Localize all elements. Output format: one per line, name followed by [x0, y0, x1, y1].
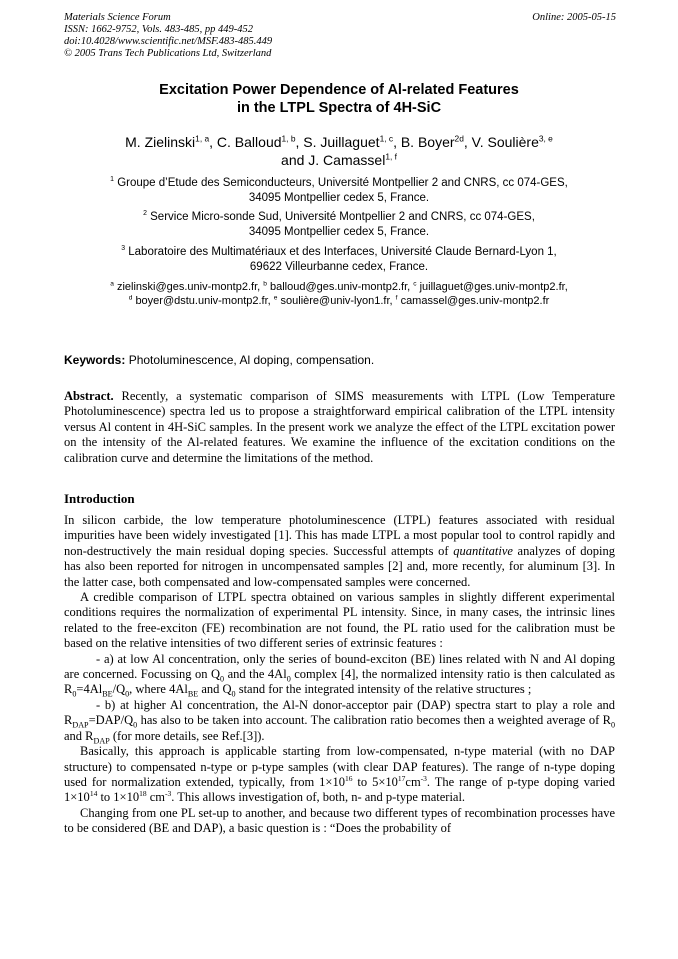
- text-run: cm: [405, 774, 421, 789]
- text-run: analyzes of doping has also been reported for nitrogen in uncompensated samples [2] and, more recently, for aluminum [3]. In the latter case, both compensated and low-compensated samples were concerned.: [64, 543, 615, 589]
- affiliation-line: Laboratoire des Multimatériaux et des Interfaces, Université Claude Bernard-Lyon 1,: [128, 246, 557, 258]
- author-line-2: [40, 151, 638, 169]
- text-run: - a) at low Al concentration, only the series of bound-exciton (BE) lines related with N and Al doping are concerned. Focussing on Q: [64, 651, 615, 682]
- author-affil-sup: 1, f: [385, 151, 397, 162]
- affiliation-line: Groupe d’Etude des Semiconducteurs, Université Montpellier 2 and CNRS, cc 074-GES,: [117, 177, 568, 189]
- affiliation-number: 2: [143, 210, 147, 218]
- text-run: to 1×10: [97, 790, 140, 805]
- journal-name: Materials Science Forum: [64, 12, 171, 23]
- online-date: Online: 2005-05-15: [532, 12, 616, 23]
- abstract: [64, 389, 615, 466]
- text-run: stand for the integrated intensity of the relative structures ;: [235, 682, 532, 697]
- email-key: e: [273, 294, 278, 302]
- author: and J. Camassel: [281, 152, 386, 168]
- superscript: 18: [139, 789, 147, 799]
- author: S. Juillaguet: [303, 134, 380, 150]
- introduction-body: [64, 513, 615, 837]
- author-affil-sup: 1, a: [195, 133, 210, 144]
- superscript: -3: [420, 773, 427, 783]
- subscript: DAP: [72, 720, 89, 730]
- subscript: 0: [231, 689, 236, 699]
- author-list: [40, 133, 638, 169]
- author-affil-sup: 3, e: [538, 133, 553, 144]
- affiliation-line: 34095 Montpellier cedex 5, France.: [248, 191, 430, 204]
- author: V. Soulière: [471, 134, 539, 150]
- email-list: [40, 280, 638, 308]
- email-key: f: [395, 294, 398, 302]
- subscript: BE: [187, 689, 199, 699]
- email-key: a: [110, 280, 114, 288]
- text-run: In silicon carbide, the low temperature photoluminescence (LTPL) features associated with residual impurities have been widely investigated [1]. This has made LTPL a most popular tool to control rapidly and non-destructively the main residual doping species. Successful attempts of: [64, 513, 615, 558]
- paragraph: [64, 744, 615, 806]
- email-key: b: [263, 280, 267, 288]
- affiliation-line: 34095 Montpellier cedex 5, France.: [248, 225, 430, 238]
- subscript: 0: [610, 720, 615, 730]
- email-address[interactable]: camassel@ges.univ-montp2.fr: [400, 295, 550, 307]
- text-run: and the 4Al: [224, 667, 287, 682]
- author-affil-sup: 2d: [454, 133, 464, 144]
- author-affil-sup: 1, b: [281, 133, 296, 144]
- text-run: cm: [146, 790, 165, 805]
- email-key: d: [128, 294, 133, 302]
- author: M. Zielinski: [125, 134, 196, 150]
- affiliation-line: Service Micro-sonde Sud, Université Montpellier 2 and CNRS, cc 074-GES,: [150, 211, 535, 223]
- email-key: c: [413, 280, 417, 288]
- superscript: 16: [344, 773, 353, 783]
- paper-title: [40, 81, 638, 117]
- author-separator: ,: [209, 134, 217, 150]
- email-address[interactable]: zielinski@ges.univ-montp2.fr: [116, 281, 258, 293]
- email-address[interactable]: balloud@ges.univ-montp2.fr: [269, 281, 408, 293]
- text-run: to 5×10: [352, 774, 398, 789]
- email-address[interactable]: juillaguet@ges.univ-montp2.fr: [419, 281, 565, 293]
- abstract-text: Recently, a systematic comparison of SIMS measurements with LTPL (Low Temperature Photoluminescence) spectra led us to propose a straightforward empirical calibration of the LTPL intensity versus Al content in 4H-SiC samples. In the present work we analyze the effect of the LTPL excitation power on the intensity of the Al-related features. We examine the influence of the excitation conditions on the calibration curve and determine the limitations of the method.: [64, 389, 616, 465]
- emphasis: quantitative: [453, 543, 513, 558]
- text-run: and Q: [198, 682, 232, 697]
- text-run: =4Al: [76, 682, 103, 697]
- text-run: /Q: [112, 682, 126, 697]
- keywords-text: Photoluminescence, Al doping, compensation.: [128, 353, 375, 367]
- superscript: 17: [397, 773, 406, 783]
- subscript: 0: [125, 689, 130, 699]
- keywords: [64, 353, 614, 368]
- copyright-line: © 2005 Trans Tech Publications Ltd, Switzerland: [64, 48, 272, 59]
- subscript: 0: [220, 674, 225, 684]
- subscript: BE: [102, 689, 113, 699]
- author-line-1: [40, 133, 638, 151]
- text-run: Basically, this approach is applicable starting from low-compensated, n-type material (with no DAP structure) to compensated n-type or p-type samples (with clear DAP features). The range of n-type doping used for normalization extended, typically, from 1×10: [64, 744, 615, 789]
- superscript: -3: [165, 789, 172, 799]
- text-run: . This allows investigation of, both, n- and p-type material.: [171, 790, 466, 805]
- paragraph: A credible comparison of LTPL spectra obtained on various samples in slightly different experimental conditions requires the normalization of experimental PL intensity. Since, in many cases, the intrinsic lines related to the free-exciton (FE) recombination are not found, the PL ratio used for the calibration must be based on the relative intensities of two different series of extrinsic features :: [64, 590, 615, 651]
- title-line-2: in the LTPL Spectra of 4H-SiC: [236, 100, 442, 116]
- author-separator: ,: [463, 134, 472, 150]
- email-address[interactable]: boyer@dstu.univ-montp2.fr: [135, 295, 268, 307]
- doi-line: doi:10.4028/www.scientific.net/MSF.483-485.449: [64, 36, 273, 47]
- title-line-1: Excitation Power Dependence of Al-related Features: [159, 82, 519, 98]
- subscript: 0: [133, 720, 138, 730]
- paragraph: [64, 513, 615, 590]
- superscript: 14: [89, 789, 98, 799]
- subscript: 0: [72, 689, 77, 699]
- author: B. Boyer: [400, 134, 455, 150]
- text-run: and R: [64, 728, 94, 743]
- subscript: DAP: [93, 736, 110, 746]
- text-run: - b) at higher Al concentration, the Al-N donor-acceptor pair (DAP) spectra start to play a role and R: [64, 697, 615, 728]
- author-separator: ,: [295, 134, 304, 150]
- section-heading-introduction: Introduction: [64, 491, 135, 506]
- author-affil-sup: 1, c: [379, 133, 394, 144]
- list-item-a: [64, 652, 615, 698]
- keywords-label: Keywords:: [64, 353, 126, 367]
- text-run: has also to be taken into account. The calibration ratio becomes then a weighted average of R: [137, 713, 611, 728]
- text-run: =DAP/Q: [88, 713, 134, 728]
- subscript: 0: [286, 674, 291, 684]
- affiliation-number: 3: [121, 245, 126, 253]
- journal-header: [64, 12, 272, 60]
- affiliation-number: 1: [110, 176, 114, 184]
- text-run: , where 4Al: [129, 682, 188, 697]
- affiliation-line: 69622 Villeurbanne cedex, France.: [249, 260, 429, 273]
- author-separator: ,: [393, 134, 401, 150]
- text-run: complex [4], the normalized intensity ratio is then calculated as R: [64, 667, 615, 697]
- list-item-b: [64, 698, 615, 744]
- affiliation-3: [40, 245, 638, 274]
- affiliation-1: [40, 176, 638, 205]
- text-run: . The range of p-type doping varied 1×10: [64, 774, 615, 805]
- affiliation-2: [40, 210, 638, 239]
- email-address[interactable]: soulière@univ-lyon1.fr: [280, 295, 390, 307]
- issn-line: ISSN: 1662-9752, Vols. 483-485, pp 449-452: [64, 24, 253, 35]
- email-line-1: $^a$ zielinski@ges.univ-montp2.fr, $^b$ balloud@ges.univ-montp2.fr, $^c$ juillaguet@ges.univ-montp2.fr,: [110, 280, 568, 293]
- abstract-label: Abstract.: [64, 389, 114, 403]
- author: C. Balloud: [216, 134, 282, 150]
- email-line-2: $^d$ boyer@dstu.univ-montp2.fr, $^e$ soulière@univ-lyon1.fr, $^f$ camassel@ges.univ-montp2.fr: [128, 294, 550, 307]
- paragraph: Changing from one PL set-up to another, and because two different types of recombination processes have to be considered (BE and DAP), a basic question is : “Does the probability of: [64, 805, 615, 836]
- text-run: (for more details, see Ref.[3]).: [109, 728, 265, 743]
